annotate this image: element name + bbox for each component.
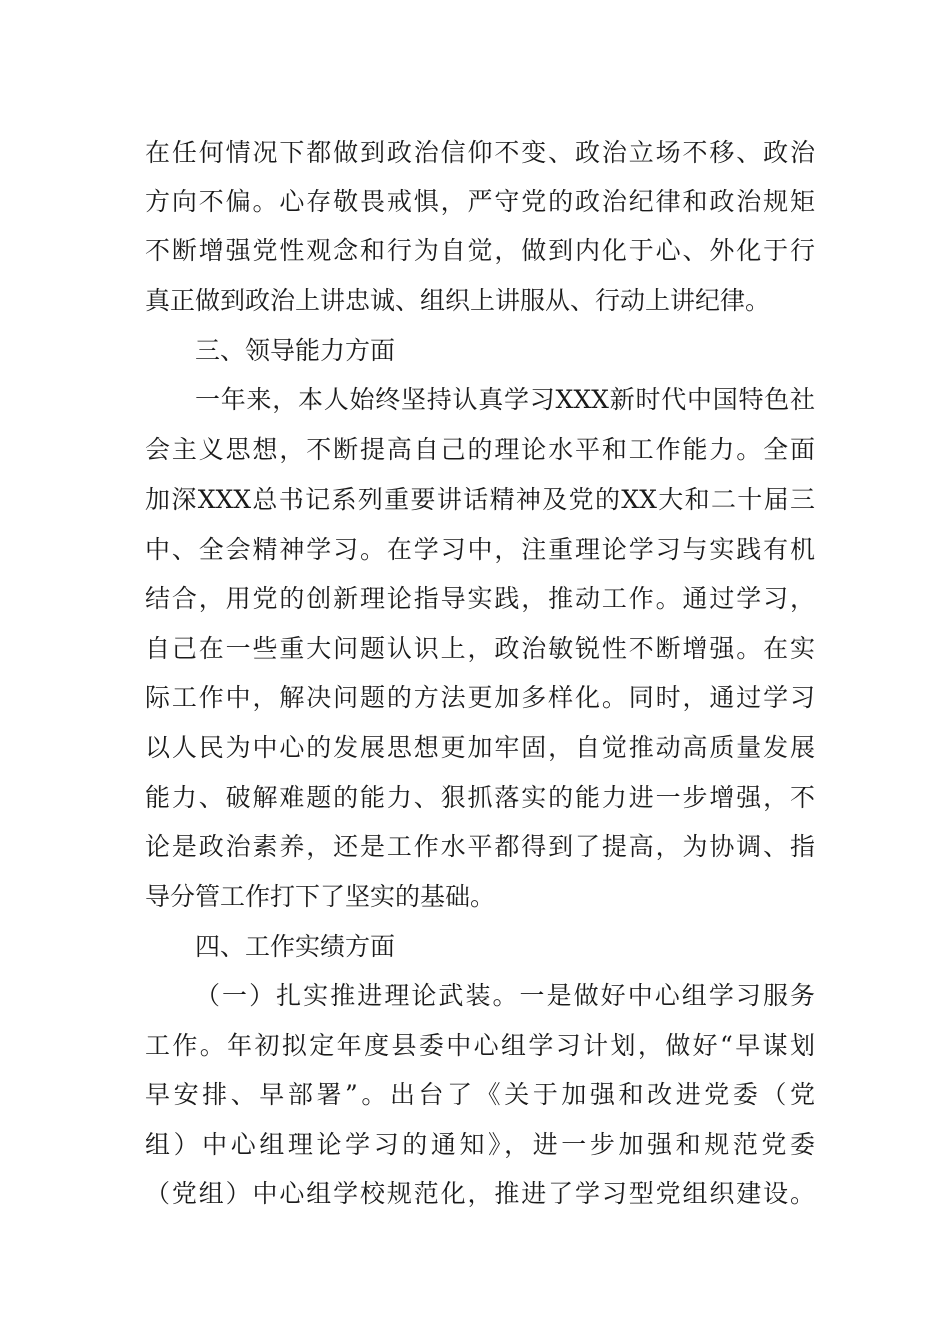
text-line: 在任何情况下都做到政治信仰不变、政治立场不移、政治 — [145, 138, 815, 167]
text-line: 际工作中，解决问题的方法更加多样化。同时，通过学习 — [145, 683, 815, 712]
text-line: 加深XXX总书记系列重要讲话精神及党的XX大和二十届三 — [145, 485, 815, 514]
text-line: 会主义思想，不断提高自己的理论水平和工作能力。全面 — [145, 435, 815, 464]
text-line: （党组）中心组学校规范化，推进了学习型党组织建设。 — [145, 1179, 815, 1208]
text-line: 自己在一些重大问题认识上，政治敏锐性不断增强。在实 — [145, 634, 815, 663]
text-line: 工作。年初拟定年度县委中心组学习计划，做好“早谋划 — [145, 1031, 815, 1060]
text-line: 中、全会精神学习。在学习中，注重理论学习与实践有机 — [145, 535, 815, 564]
text-line: 真正做到政治上讲忠诚、组织上讲服从、行动上讲纪律。 — [145, 286, 771, 315]
text-line: 结合，用党的创新理论指导实践，推动工作。通过学习， — [145, 584, 815, 613]
paragraph-first-line: （一）扎实推进理论武装。一是做好中心组学习服务 — [195, 981, 815, 1010]
text-line: 论是政治素养，还是工作水平都得到了提高，为协调、指 — [145, 832, 815, 861]
text-line: 方向不偏。心存敬畏戒惧，严守党的政治纪律和政治规矩 — [145, 187, 815, 216]
paragraph-first-line: 一年来，本人始终坚持认真学习XXX新时代中国特色社 — [195, 385, 815, 414]
text-line: 以人民为中心的发展思想更加牢固，自觉推动高质量发展 — [145, 733, 815, 762]
text-line: 早安排、早部署”。出台了《关于加强和改进党委（党 — [145, 1080, 815, 1109]
text-line: 不断增强党性观念和行为自觉，做到内化于心、外化于行 — [145, 236, 815, 265]
text-line: 能力、破解难题的能力、狠抓落实的能力进一步增强，不 — [145, 783, 815, 812]
section-heading: 四、工作实绩方面 — [195, 932, 396, 961]
text-line: 导分管工作打下了坚实的基础。 — [145, 882, 496, 911]
section-heading: 三、领导能力方面 — [195, 336, 396, 365]
text-line: 组）中心组理论学习的通知》，进一步加强和规范党委 — [145, 1130, 815, 1159]
